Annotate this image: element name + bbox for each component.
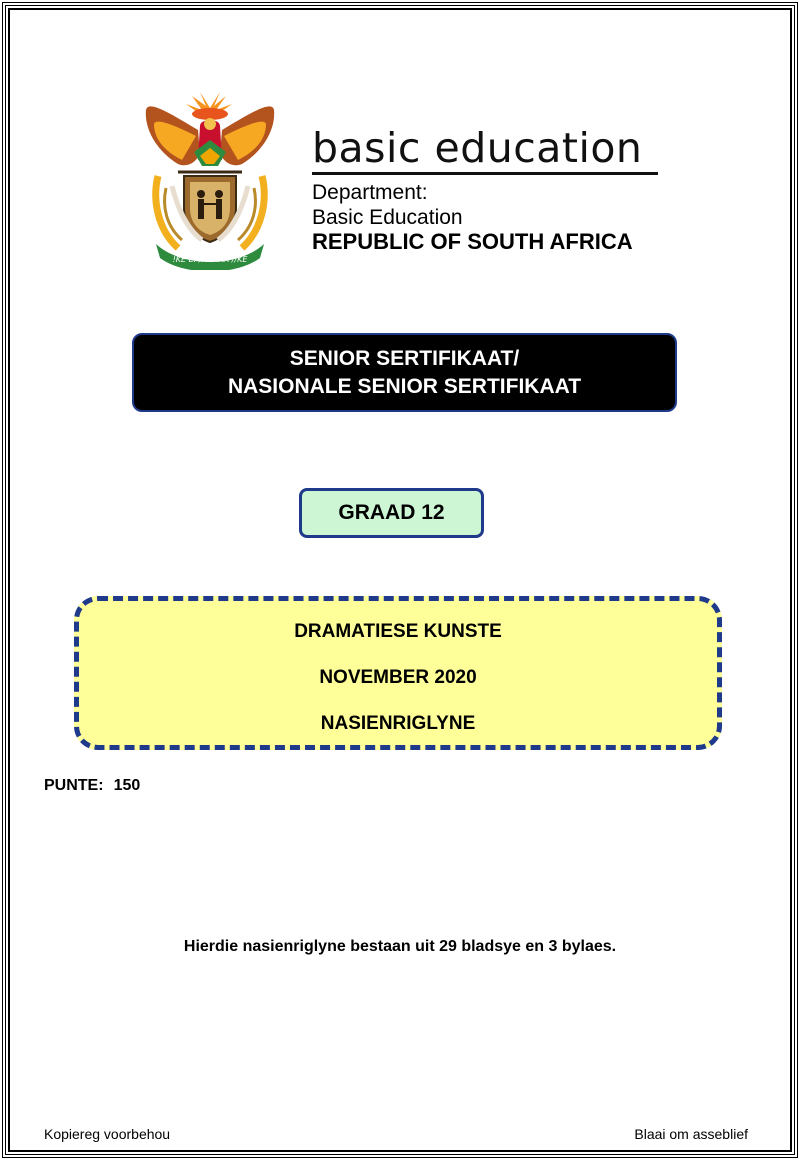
grade-badge: GRAAD 12 [299,488,484,538]
subject-panel [74,596,722,750]
coat-of-arms-logo [138,90,282,270]
pages-note: Hierdie nasienriglyne bestaan uit 29 bladsye en 3 bylaes. [183,938,617,955]
brand-underline [312,172,658,175]
sun-icon [186,92,232,120]
department-label: Department: [312,181,428,204]
country-name: REPUBLIC OF SOUTH AFRICA [312,229,633,254]
certificate-banner [132,333,677,412]
subject-name: DRAMATIESE KUNSTE [294,621,502,642]
motto-text: !KE E: /XARRA //KE [172,255,248,264]
exam-date: NOVEMBER 2020 [319,667,477,688]
marks-value: 150 [113,777,141,794]
marks-label: PUNTE: [44,777,104,794]
page-border-inner [8,8,792,1152]
certificate-line-1: SENIOR SERTIFIKAAT/ [289,346,520,370]
turn-page-footer: Blaai om asseblief [634,1126,748,1142]
department-name: Basic Education [312,206,463,229]
brand-title: basic education [312,124,643,172]
copyright-footer: Kopiereg voorbehou [44,1126,171,1142]
certificate-line-2: NASIONALE SENIOR SERTIFIKAAT [227,374,582,398]
document-type: NASIENRIGLYNE [320,713,476,734]
marks-line [44,777,140,795]
